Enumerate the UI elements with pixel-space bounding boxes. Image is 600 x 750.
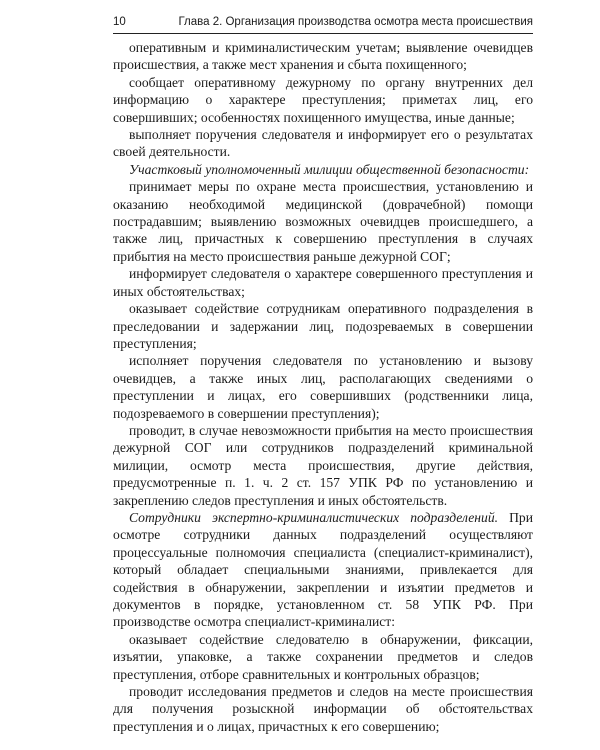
paragraph: выполняет поручения следователя и информирует его о результатах своей деятельности. [113,127,533,160]
paragraph: оказывает содействие сотрудникам оперативного подразделения в преследовании и задержании лиц, подозреваемых в совершении преступления; [113,301,533,351]
section-heading: Участковый уполномоченный милиции общественной безопасности: [129,161,530,177]
paragraph: проводит, в случае невозможности прибытия на место происшествия дежурной СОГ или сотрудников подразделений криминальной милиции, осмотр места происшествия, другие действия, предусмотренные п. 1. ч. 2 ст. 157 УПК РФ по установлению и закреплению следов преступления и иных обстоятельств. [113,422,533,508]
paragraph-with-heading [113,509,533,631]
paragraph: исполняет поручения следователя по установлению и вызову очевидцев, а также иных лиц, располагающих сведениями о преступлении и лицах, его совершивших (родственники лица, подозреваемого в совершении преступления); [113,353,533,421]
inline-heading: Сотрудники экспертно-криминалистических подразделений. [129,509,499,525]
paragraph: принимает меры по охране места происшествия, установлению и оказанию необходимой медицинской (доврачебной) помощи пострадавшим; выявлению возможных очевидцев происшедшего, а также лиц, причастных к совершению преступления в случаях прибытия на место происшествия раньше дежурной СОГ; [113,179,533,264]
paragraph: информирует следователя о характере совершенного преступления и иных обстоятельствах; [113,266,533,299]
page-header [113,15,533,34]
paragraph: сообщает оперативному дежурному по органу внутренних дел информацию о характере преступления; приметах лиц, его совершивших; особенностях похищенного имущества, иные данные; [113,74,533,125]
paragraph: оперативным и криминалистическим учетам; выявление очевидцев происшествия, а также мест хранения и сбыта похищенного; [113,40,533,73]
running-head: Глава 2. Организация производства осмотра места происшествия [178,16,533,28]
paragraph: проводит исследования предметов и следов на месте происшествия для получения розыскной информации об обстоятельствах преступления и о лицах, причастных к его совершению; [113,684,533,734]
paragraph: оказывает содействие следователю в обнаружении, фиксации, изъятии, упаковке, а также сохранении предметов и следов преступления, отборе сравнительных и контрольных образцов; [113,631,533,682]
paragraph-text: При осмотре сотрудники данных подразделений осуществляют процессуальные полномочия специалиста (специалист-криминалист), который обладает специальными знаниями, привлекается для содействия в обнаружении, закреплении и изъятии предметов и документов в порядке, установленном ст. 58 УПК РФ. При производстве осмотра специалист-криминалист: [113,509,533,630]
page-number: 10 [113,16,126,28]
body-text [113,39,533,735]
